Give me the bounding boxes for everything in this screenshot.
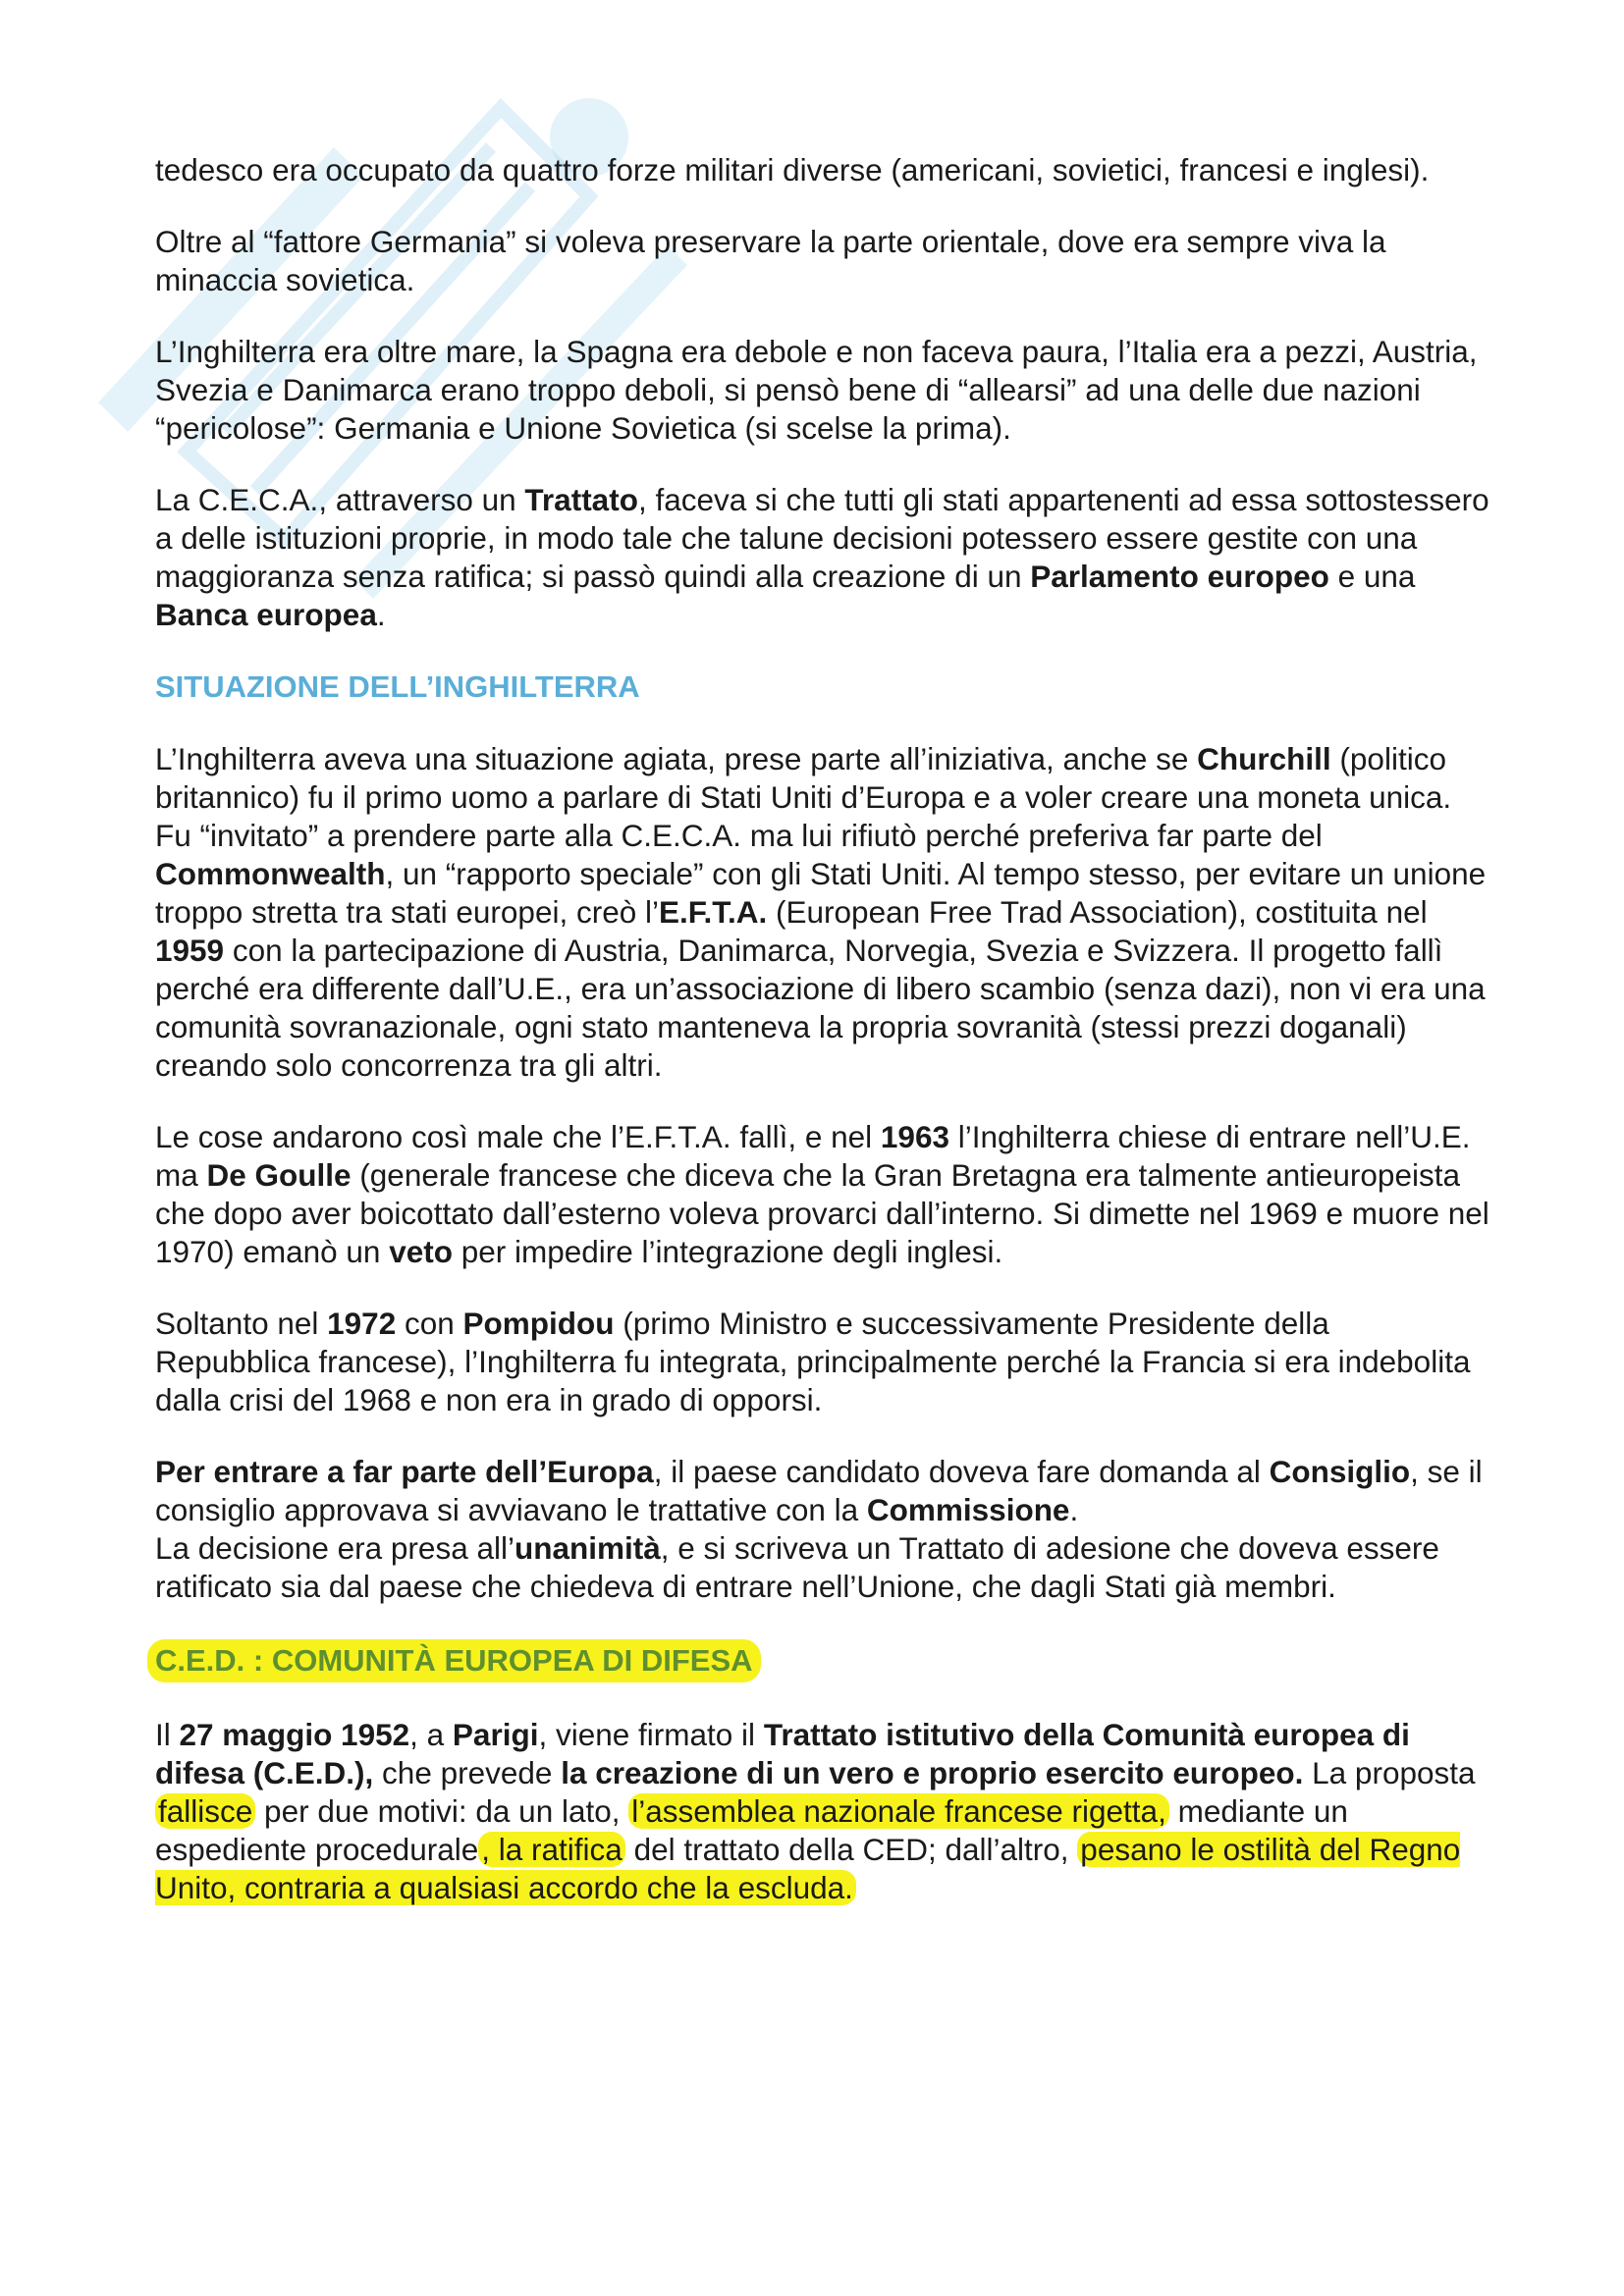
highlight-ratifica: , la ratifica [478,1832,625,1867]
paragraph-alliance: L’Inghilterra era oltre mare, la Spagna era debole e non faceva paura, l’Italia era a pezzi, Austria, Svezia e Danimarca erano troppo deboli, si pensò bene di “allearsi” ad una delle due nazioni “pericolose”: Germania e Unione Sovietica (si scelse la prima). [155,334,1478,446]
paragraph-churchill: L’Inghilterra aveva una situazione agiata, prese parte all’iniziativa, anche se Churchill (politico britannico) fu il primo uomo a parlare di Stati Uniti d’Europa e a voler creare una moneta unica. [155,741,1452,815]
paragraph-ced-treaty: Il 27 maggio 1952, a Parigi, viene firmato il Trattato istitutivo della Comunità europea di difesa (C.E.D.), che prevede la creazione di un vero e proprio esercito europeo. La proposta fallisce per due motivi: da un lato, l’assemblea nazionale francese rigetta, mediante un espediente procedurale, la ratifica del trattato della CED; dall’altro, pesano le ostilità del Regno Unito, contraria a qualsiasi accordo che la escluda. [155,1717,1476,1905]
highlight-fallisce: fallisce [155,1793,255,1829]
paragraph-germany-factor: Oltre al “fattore Germania” si voleva preservare la parte orientale, dove era sempre viva la minaccia sovietica. [155,224,1386,297]
document-page [155,151,1490,1907]
heading-ced [155,1639,1490,1682]
heading-situazione-inghilterra: SITUAZIONE DELL’INGHILTERRA [155,669,640,704]
highlight-ostilita: pesano le ostilità del Regno Unito, contraria a qualsiasi accordo che la escluda. [155,1832,1461,1905]
paragraph-de-goulle: Le cose andarono così male che l’E.F.T.A. fallì, e nel 1963 l’Inghilterra chiese di entrare nell’U.E. ma De Goulle (generale francese che diceva che la Gran Bretagna era talmente antieuropeista che dopo aver boicottato dall’esterno voleva provarci dall’interno. Si dimette nel 1969 e muore nel 1970) emanò un veto per impedire l’integrazione degli inglesi. [155,1119,1489,1269]
heading-ced-highlight: C.E.D. : COMUNITÀ EUROPEA DI DIFESA [147,1639,761,1682]
paragraph-membership: Per entrare a far parte dell’Europa, il paese candidato doveva fare domanda al Consiglio, se il consiglio approvava si avviavano le trattative con la Commissione. [155,1454,1483,1527]
highlight-assemblea: l’assemblea nazionale francese rigetta, [628,1793,1169,1829]
paragraph-ceca: La C.E.C.A., attraverso un Trattato, faceva si che tutti gli stati appartenenti ad essa sottostessero a delle istituzioni proprie, in modo tale che talune decisioni potessero essere gestite con una maggioranza senza ratifica; si passò quindi alla creazione di un Parlamento europeo e una Banca europea. [155,482,1489,632]
paragraph-pompidou: Soltanto nel 1972 con Pompidou (primo Ministro e successivamente Presidente della Repubblica francese), l’Inghilterra fu integrata, principalmente perché la Francia si era indebolita dalla crisi del 1968 e non era in grado di opporsi. [155,1306,1471,1417]
paragraph-unanimity: La decisione era presa all’unanimità, e si scriveva un Trattato di adesione che doveva essere ratificato sia dal paese che chiedeva di entrare nell’Unione, che dagli Stati già membri. [155,1530,1439,1604]
paragraph-efta: Fu “invitato” a prendere parte alla C.E.C.A. ma lui rifiutò perché preferiva far parte del Commonwealth, un “rapporto speciale” con gli Stati Uniti. Al tempo stesso, per evitare un unione troppo stretta tra stati europei, creò l’E.F.T.A. (European Free Trad Association), costituita nel 1959 con la partecipazione di Austria, Danimarca, Norvegia, Svezia e Svizzera. Il progetto fallì perché era differente dall’U.E., era un’associazione di libero scambio (senza dazi), non vi era una comunità sovranazionale, ogni stato manteneva la propria sovranità (stessi prezzi doganali) creando solo concorrenza tra gli altri. [155,818,1487,1083]
paragraph-occupation: tedesco era occupato da quattro forze militari diverse (americani, sovietici, francesi e inglesi). [155,152,1430,187]
